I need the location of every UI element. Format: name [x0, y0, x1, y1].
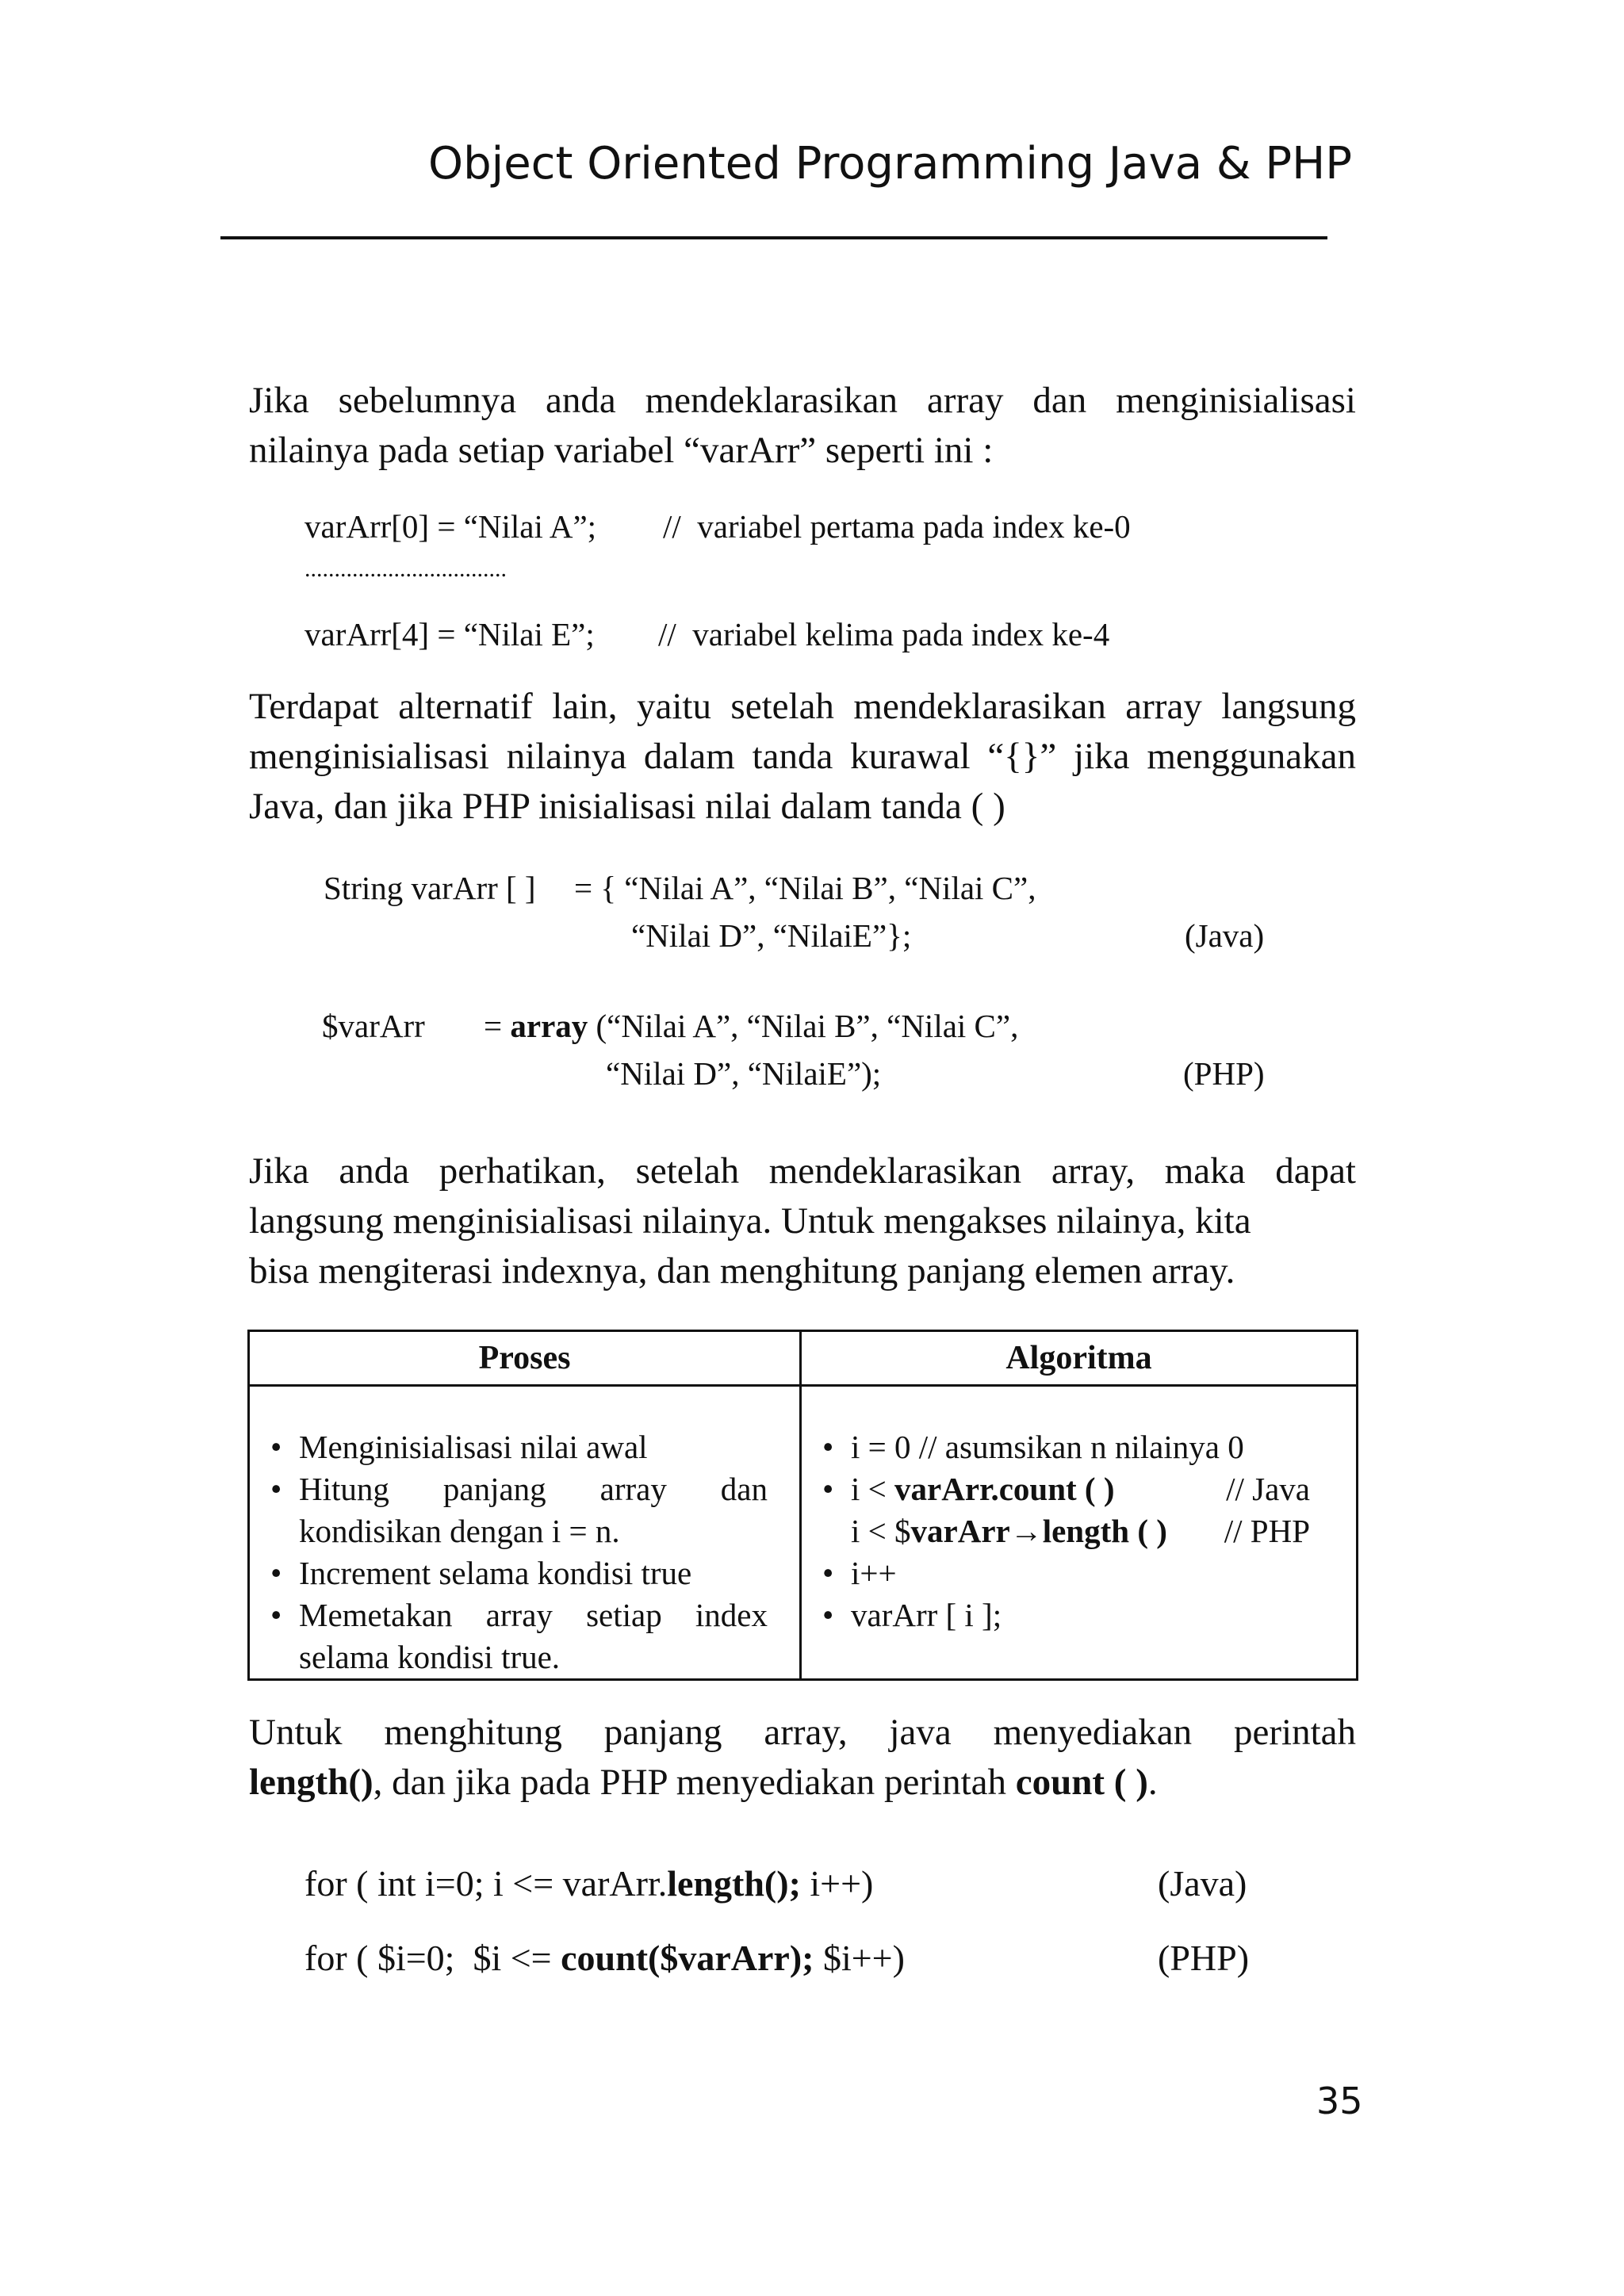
bullet: •: [822, 1471, 834, 1507]
alternative-line-3: Java, dan jika PHP inisialisasi nilai dalam tanda ( ): [249, 786, 1005, 827]
php-loop-post: $i++): [814, 1938, 905, 1978]
bullet: •: [270, 1471, 282, 1507]
alternative-line-2: menginisialisasi nilainya dalam tanda kurawal “{}” jika menggunakan: [249, 736, 1356, 777]
algoritma-item-2-line-2: [851, 1510, 1310, 1552]
bullet: •: [270, 1429, 282, 1465]
php-array-keyword: array: [510, 1008, 588, 1044]
intro-line-2: nilainya pada setiap variabel “varArr” seperti ini :: [249, 430, 994, 471]
java-init-decl: String varArr [ ]: [324, 870, 536, 906]
example-code-line-2: varArr[4] = “Nilai E”;: [304, 616, 595, 652]
length-line-2-end: .: [1147, 1762, 1158, 1803]
length-keyword: length(): [249, 1762, 373, 1803]
proses-item-4-line-2: selama kondisi true.: [299, 1639, 561, 1675]
php-init-cont: “Nilai D”, “NilaiE”);: [606, 1055, 882, 1092]
length-line-2: [249, 1758, 1356, 1808]
php-loop-pre: for ( $i=0; $i <=: [304, 1938, 561, 1978]
java-init-assign: = { “Nilai A”, “Nilai B”, “Nilai C”,: [574, 870, 1036, 906]
observe-line-2: langsung menginisialisasi nilainya. Untuk mengakses nilainya, kita: [249, 1200, 1251, 1242]
php-init-eq: =: [484, 1008, 503, 1044]
bullet: •: [822, 1597, 834, 1633]
example-code-1: varArr[0] = “Nilai A”;: [304, 508, 597, 545]
php-init-lang: (PHP): [1183, 1055, 1265, 1092]
alternative-line-1: Terdapat alternatif lain, yaitu setelah mendeklarasikan array langsung: [249, 686, 1356, 727]
algoritma-item-2: [802, 1468, 1310, 1552]
proses-cell: [249, 1386, 801, 1680]
proses-item-2-line-2: kondisikan dengan i = n.: [299, 1513, 620, 1549]
algoritma-item-4: [802, 1594, 1310, 1636]
algoritma-item-3-text: i++: [851, 1555, 897, 1591]
php-loop-line: [304, 1934, 905, 1982]
observe-line-1: Jika anda perhatikan, setelah mendeklarasikan array, maka dapat: [249, 1150, 1356, 1192]
proses-item-4: [250, 1594, 768, 1678]
running-header-title: Object Oriented Programming Java & PHP: [428, 138, 1352, 189]
page-number: 35: [1316, 2080, 1363, 2122]
process-algorithm-table: [247, 1330, 1358, 1681]
proses-item-1: [250, 1426, 768, 1468]
observe-paragraph: [249, 1146, 1356, 1296]
observe-line-3: bisa mengiterasi indexnya, dan menghitung panjang elemen array.: [249, 1250, 1235, 1292]
algoritma-item-3: [802, 1552, 1310, 1594]
algoritma-item-2-pre: i <: [851, 1471, 895, 1507]
example-comment-line-1: // variabel pertama pada index ke-0: [663, 508, 1131, 545]
java-init-lang: (Java): [1185, 917, 1265, 954]
header-rule: [220, 236, 1327, 239]
table-header-row: [249, 1331, 1358, 1386]
algoritma-item-1-text: i = 0 // asumsikan n nilainya 0: [851, 1429, 1244, 1465]
length-line-2-mid: , dan jika pada PHP menyediakan perintah: [373, 1762, 1016, 1803]
table-row: [249, 1386, 1358, 1680]
bullet: •: [270, 1555, 282, 1591]
algoritma-item-2b-bold-2: length ( ): [1042, 1513, 1167, 1549]
intro-line-1: Jika sebelumnya anda mendeklarasikan array dan menginisialisasi: [249, 380, 1356, 421]
table-header-proses: Proses: [249, 1331, 801, 1386]
java-loop-line: [304, 1860, 873, 1908]
proses-item-2: [250, 1468, 768, 1552]
example-ellipsis: ..................................: [304, 556, 507, 582]
algoritma-item-2b-bold-1: varArr: [910, 1513, 1010, 1549]
example-code-line-1: [304, 504, 596, 549]
bullet: •: [822, 1429, 834, 1465]
algoritma-cell: [801, 1386, 1358, 1680]
java-init-cont: “Nilai D”, “NilaiE”};: [631, 917, 912, 954]
intro-paragraph: [249, 376, 1356, 476]
example-comment-line-2: // variabel kelima pada index ke-4: [658, 616, 1110, 652]
count-keyword: count ( ): [1015, 1762, 1148, 1803]
length-paragraph: [249, 1708, 1356, 1808]
proses-item-2-line-1: Hitung panjang array dan: [299, 1471, 768, 1507]
algoritma-item-2-comment: // Java: [1226, 1471, 1310, 1507]
alternative-paragraph: [249, 682, 1356, 832]
proses-item-3-text: Increment selama kondisi true: [299, 1555, 692, 1591]
proses-item-4-line-1: Memetakan array setiap index: [299, 1597, 768, 1633]
java-loop-pre: for ( int i=0; i <= varArr.: [304, 1863, 668, 1904]
php-init-assign-line: [484, 1004, 1018, 1048]
algoritma-item-2b-pre: i < $: [851, 1513, 911, 1549]
php-loop-lang: (PHP): [1158, 1938, 1250, 1978]
proses-item-3: [250, 1552, 768, 1594]
table-header-algoritma: Algoritma: [801, 1331, 1358, 1386]
algoritma-item-2-line-1: [851, 1468, 1310, 1510]
php-init-assign: (“Nilai A”, “Nilai B”, “Nilai C”,: [596, 1008, 1019, 1044]
java-loop-bold: length();: [667, 1863, 801, 1904]
length-line-1: Untuk menghitung panjang array, java menyediakan perintah: [249, 1712, 1356, 1753]
php-init-decl: $varArr: [322, 1008, 425, 1044]
algoritma-item-2-bold: varArr.count ( ): [894, 1471, 1115, 1507]
php-loop-bold: count($varArr);: [561, 1938, 814, 1978]
java-loop-lang: (Java): [1158, 1863, 1247, 1904]
algoritma-item-1: [802, 1426, 1310, 1468]
algoritma-item-2b-comment: // PHP: [1224, 1513, 1310, 1549]
proses-item-1-text: Menginisialisasi nilai awal: [299, 1429, 648, 1465]
bullet: •: [822, 1555, 834, 1591]
bullet: •: [270, 1597, 282, 1633]
java-loop-post: i++): [800, 1863, 874, 1904]
arrow-right-icon: →: [1009, 1513, 1043, 1549]
algoritma-item-4-text: varArr [ i ];: [851, 1597, 1002, 1633]
